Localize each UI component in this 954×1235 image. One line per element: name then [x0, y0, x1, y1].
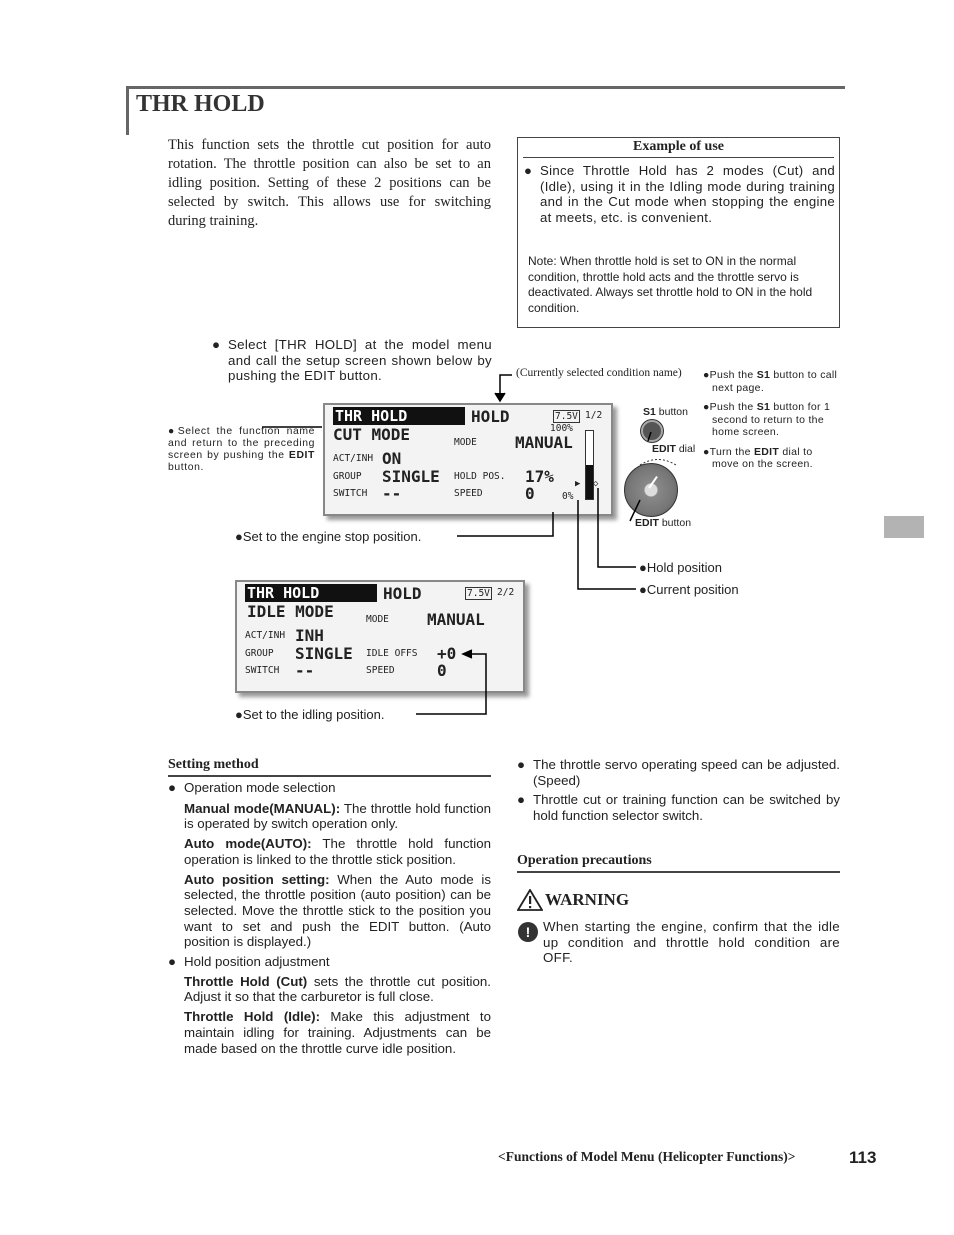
example-bullet: ● Since Throttle Hold has 2 modes (Cut) and (Idle), using it in the Idling mode during training and in the Cut mode when stopping the engine at meets, etc. is convenient. [524, 163, 835, 225]
act-label: ACT/INH [245, 630, 286, 641]
mode-name: CUT MODE [333, 425, 411, 444]
switch-label: SWITCH [245, 665, 280, 676]
mode-value[interactable]: MANUAL [427, 610, 485, 629]
page-indicator: 2/2 [497, 587, 515, 598]
manual-mode-paragraph: Manual mode(MANUAL): The throttle hold function is operated by switch operation only. [184, 800, 491, 832]
idle-offs-label: IDLE OFFS [366, 648, 418, 659]
throttle-hold-idle-paragraph: Throttle Hold (Idle): Make this adjustment to maintain idling for training. Adjustments can be made based on the throttle curve idle position. [184, 1009, 491, 1056]
speed-value[interactable]: 0 [525, 484, 535, 503]
page-number: 113 [849, 1148, 877, 1167]
switch-label: SWITCH [333, 488, 368, 499]
left-note: ●Select the function name and return to the preceding screen by pushing the EDIT button. [168, 426, 315, 473]
speed-label: SPEED [366, 665, 395, 676]
warning-title: WARNING [545, 890, 630, 909]
list-item: ● The throttle servo operating speed can be adjusted. (Speed) [517, 757, 840, 788]
bar-bottom-label: 0% [562, 491, 574, 502]
act-value[interactable]: INH [295, 626, 324, 645]
warning-text: When starting the engine, confirm that the idle up condition and throttle hold condition are OFF. [543, 919, 840, 966]
hold-position-marker: ◇ [593, 479, 599, 489]
footer-text: <Functions of Model Menu (Helicopter Functions)> [498, 1149, 796, 1164]
intro-paragraph: This function sets the throttle cut position for auto rotation. The throttle position can also be set to an idling position. Setting of these 2 positions can be selected by switch. This allows use for switching during training. [168, 137, 491, 229]
mode-value[interactable]: MANUAL [515, 433, 573, 452]
mode-label: MODE [366, 614, 389, 625]
current-position-marker: ▶ [575, 479, 581, 489]
select-instruction: ● Select [THR HOLD] at the model menu and call the setup screen shown below by pushing the EDIT button. [212, 337, 492, 384]
mode-name: IDLE MODE [247, 602, 334, 621]
hold-pos-label: HOLD POS. [454, 471, 506, 482]
side-tab [884, 516, 924, 538]
throttle-hold-cut-paragraph: Throttle Hold (Cut) sets the throttle cut position. Adjust it so that the carburetor is full close. [184, 973, 491, 1005]
screen-title: THR HOLD [333, 407, 465, 425]
screen-title: THR HOLD [245, 584, 377, 602]
battery-indicator: 7.5V [467, 588, 490, 599]
current-position-caption: ●Current position [639, 582, 739, 597]
setting-method-heading: Setting method [168, 757, 259, 772]
condition-label: (Currently selected condition name) [516, 367, 682, 379]
right-bullets [517, 757, 840, 824]
list-item: ● Operation mode selection [168, 780, 336, 795]
screen1-caption: ●Set to the engine stop position. [235, 529, 422, 544]
act-label: ACT/INH [333, 453, 374, 464]
example-heading: Example of use [633, 139, 724, 154]
act-value[interactable]: ON [382, 449, 402, 468]
battery-indicator: 7.5V [555, 411, 578, 422]
setting-method-rule [168, 775, 491, 777]
hold-pos-value[interactable]: 17% [525, 467, 554, 486]
screen2-caption: ●Set to the idling position. [235, 707, 385, 722]
list-item: ● Hold position adjustment [168, 954, 330, 970]
edit-dial-label: EDIT dial [652, 443, 696, 455]
mode-label: MODE [454, 437, 477, 448]
right-note-2: ●Push the S1 button for 1 second to return to the home screen. [703, 401, 831, 438]
edit-button-label: EDIT button [635, 517, 692, 529]
list-item: ● Throttle cut or training function can be switched by hold function selector switch. [517, 792, 840, 824]
page-title: THR HOLD [136, 91, 265, 117]
switch-value[interactable]: -- [382, 484, 402, 503]
operation-precautions-rule [517, 871, 840, 873]
speed-value[interactable]: 0 [437, 661, 447, 680]
switch-value[interactable]: -- [295, 661, 315, 680]
operation-precautions-heading: Operation precautions [517, 853, 652, 868]
auto-mode-paragraph: Auto mode(AUTO): The throttle hold function operation is linked to the throttle stick position. [184, 836, 491, 867]
idle-offs-value[interactable]: +0 [437, 644, 457, 663]
right-note-1: ●Push the S1 button to call next page. [703, 369, 838, 394]
bar-top-label: 100% [550, 423, 573, 434]
hold-position-caption: ●Hold position [639, 560, 723, 575]
warning-triangle-icon [517, 889, 543, 916]
speed-label: SPEED [454, 488, 483, 499]
group-value[interactable]: SINGLE [295, 644, 353, 663]
setting-method-body [168, 780, 491, 1056]
condition-name: HOLD [383, 584, 422, 603]
condition-name: HOLD [471, 407, 510, 426]
auto-position-paragraph: Auto position setting: When the Auto mode is selected, the throttle position (auto position) can be selected. Move the throttle stick to the position you want to set and push the EDIT button. (Auto position is displayed.) [184, 871, 491, 950]
group-label: GROUP [333, 471, 362, 482]
example-note: Note: When throttle hold is set to ON in the normal condition, throttle hold acts and the throttle servo is deactivated. Always set throttle hold to ON in the hold condition. [528, 254, 813, 315]
exclamation-icon: ! [518, 922, 538, 942]
page-indicator: 1/2 [585, 410, 603, 421]
right-note-3: ●Turn the EDIT dial to move on the screen. [703, 445, 813, 470]
s1-label: S1 button [643, 406, 688, 418]
group-value[interactable]: SINGLE [382, 467, 440, 486]
group-label: GROUP [245, 648, 274, 659]
